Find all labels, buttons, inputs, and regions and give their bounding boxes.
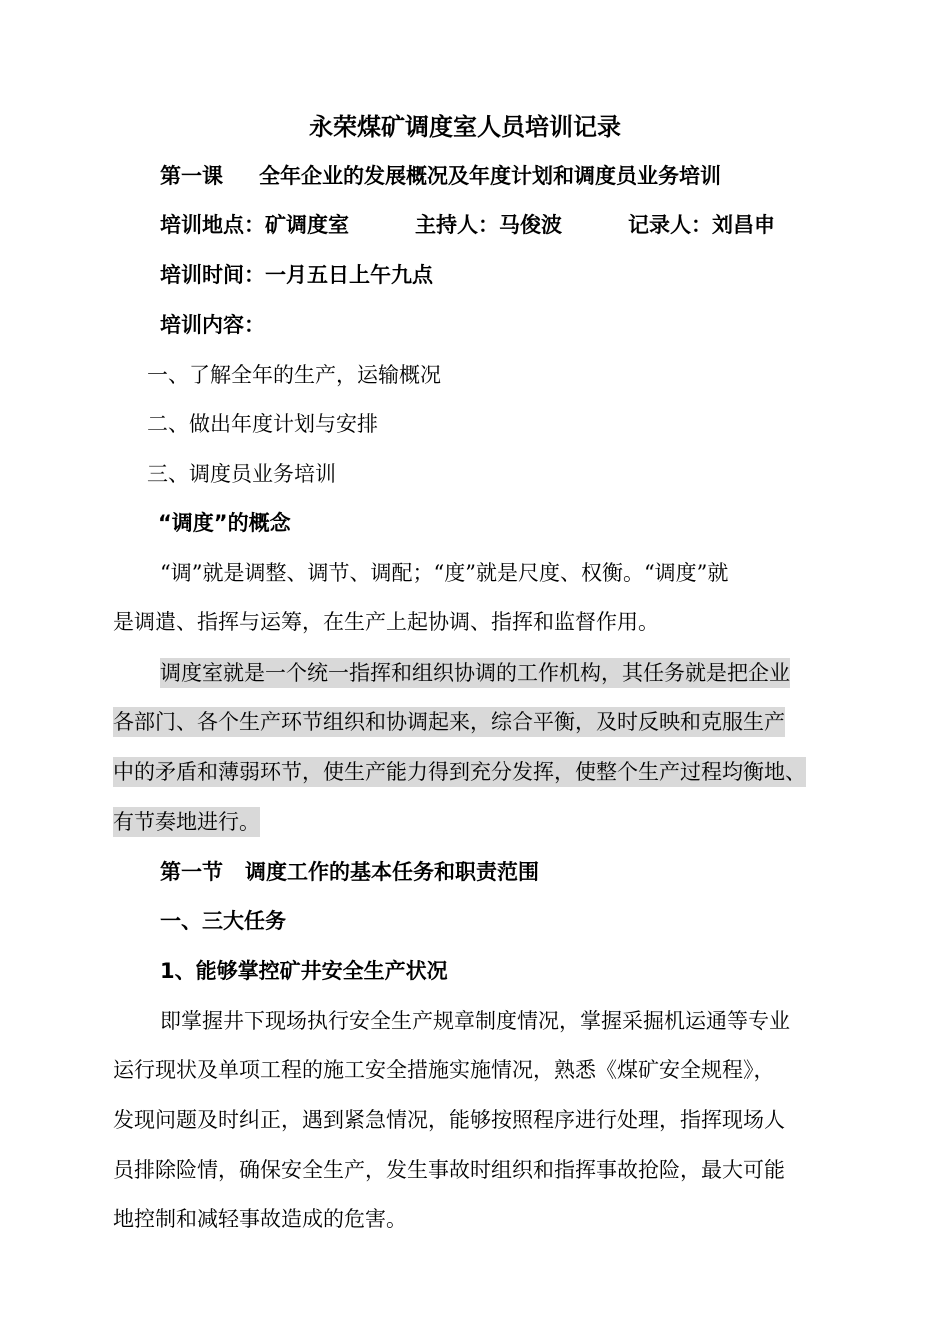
training-time: 培训时间：一月五日上午九点 [160, 263, 433, 287]
item-paragraph-line: 员排除险情，确保安全生产，发生事故时组织和指挥事故抢险，最大可能 [113, 1158, 785, 1182]
highlight-paragraph-line: 中的矛盾和薄弱环节，使生产能力得到充分发挥，使整个生产过程均衡地、 [113, 757, 806, 787]
concept-paragraph-line: “调”就是调整、调节、调配；“度”就是尺度、权衡。“调度”就 [160, 561, 729, 585]
item-heading: 1、能够掌控矿井安全生产状况 [160, 959, 448, 983]
section-heading [160, 857, 539, 887]
item-paragraph-line: 即掌握井下现场执行安全生产规章制度情况，掌握采掘机运通等专业 [160, 1009, 790, 1033]
highlight-paragraph-line: 有节奏地进行。 [113, 807, 260, 837]
subsection-heading: 一、三大任务 [160, 909, 286, 933]
lesson-label: 第一课 [160, 164, 223, 188]
section-title: 调度工作的基本任务和职责范围 [245, 860, 539, 884]
meta-line [160, 210, 775, 240]
highlight-paragraph-line: 各部门、各个生产环节组织和协调起来，综合平衡，及时反映和克服生产 [113, 707, 785, 737]
item-paragraph-line: 发现问题及时纠正，遇到紧急情况，能够按照程序进行处理，指挥现场人 [113, 1108, 785, 1132]
outline-item: 一、了解全年的生产，运输概况 [147, 363, 441, 387]
training-location: 培训地点：矿调度室 [160, 213, 349, 237]
section-label: 第一节 [160, 860, 223, 884]
item-paragraph-line: 地控制和减轻事故造成的危害。 [113, 1207, 407, 1231]
lesson-line [160, 161, 721, 191]
content-heading: 培训内容： [160, 313, 265, 337]
training-recorder: 记录人：刘昌申 [628, 213, 775, 237]
item-paragraph-line: 运行现状及单项工程的施工安全措施实施情况，熟悉《煤矿安全规程》， [113, 1058, 775, 1082]
training-host: 主持人：马俊波 [415, 213, 562, 237]
lesson-topic: 全年企业的发展概况及年度计划和调度员业务培训 [259, 164, 721, 188]
outline-item: 三、调度员业务培训 [147, 462, 336, 486]
concept-heading: “调度”的概念 [158, 511, 291, 535]
outline-item: 二、做出年度计划与安排 [147, 412, 378, 436]
concept-paragraph-line: 是调遣、指挥与运筹，在生产上起协调、指挥和监督作用。 [113, 610, 659, 634]
document-title: 永荣煤矿调度室人员培训记录 [309, 113, 621, 141]
highlight-paragraph-line: 调度室就是一个统一指挥和组织协调的工作机构，其任务就是把企业 [160, 658, 790, 688]
